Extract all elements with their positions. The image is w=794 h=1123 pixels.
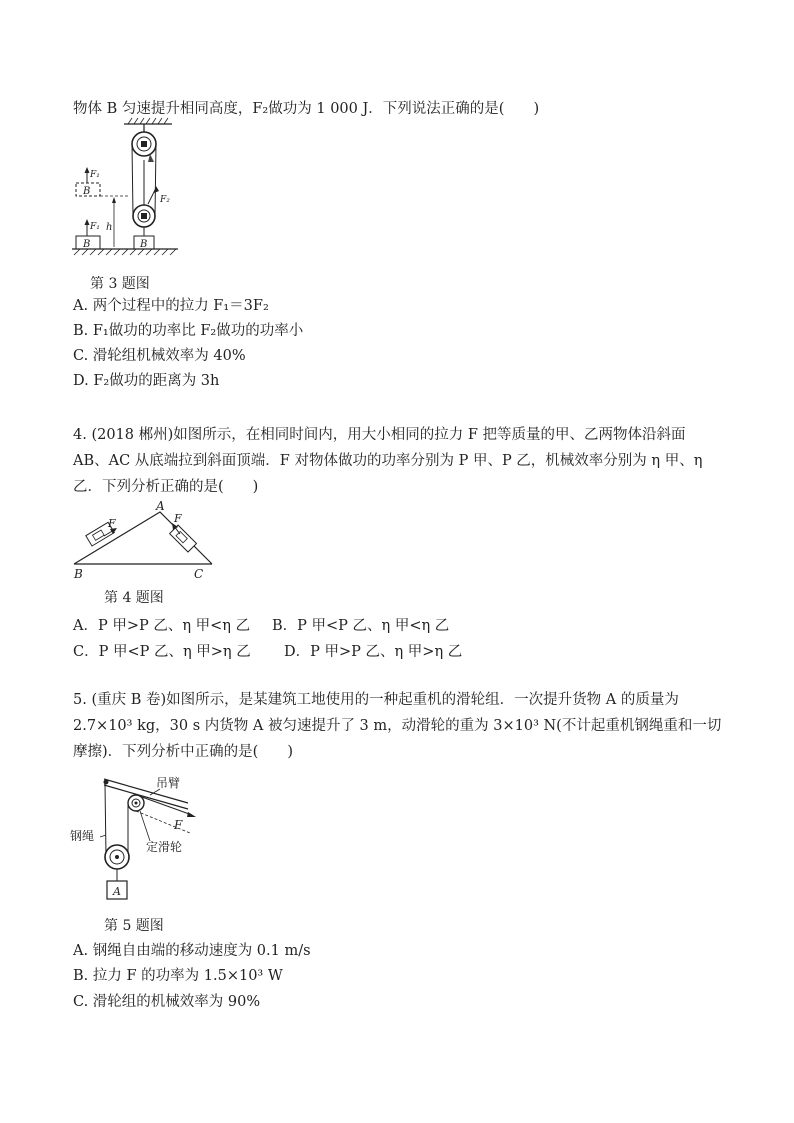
- q3-option-b: B. F₁做功的功率比 F₂做功的功率小: [73, 323, 304, 339]
- q4-fig-caption: 第 4 题图: [104, 590, 164, 606]
- q5-fixed-pulley-label: 定滑轮: [146, 840, 183, 854]
- q5-option-a: A. 钢绳自由端的移动速度为 0.1 m/s: [73, 943, 311, 959]
- q3-f2-label: F₂: [160, 195, 170, 205]
- q5-line1: 5. (重庆 B 卷)如图所示，是某建筑工地使用的一种起重机的滑轮组．一次提升货物 A 的质量为: [73, 692, 679, 708]
- q4-figure: [70, 500, 230, 590]
- q4-f-right-label: F: [174, 512, 182, 525]
- q4-line2: AB、AC 从底端拉到斜面顶端．F 对物体做功的功率分别为 P 甲、P 乙，机械效率分别为 η 甲、η: [73, 453, 703, 469]
- q4-option-b: B．P 甲<P 乙、η 甲<η 乙: [272, 618, 450, 634]
- q5-arm-label: 吊臂: [156, 776, 181, 790]
- q3-h-label: h: [106, 222, 113, 233]
- q5-figure: [70, 765, 210, 905]
- q4-f-left-label: F: [108, 517, 116, 530]
- q5-option-b: B. 拉力 F 的功率为 1.5×10³ W: [73, 968, 283, 984]
- q3-b-right-label: B: [140, 239, 148, 250]
- q5-fig-caption: 第 5 题图: [104, 918, 164, 934]
- q5-line3: 摩擦)．下列分析中正确的是( ): [73, 744, 293, 760]
- q4-c-label: C: [194, 567, 204, 581]
- q5-f-label: F: [174, 818, 183, 832]
- q4-b-label: B: [74, 567, 83, 581]
- q3-intro: 物体 B 匀速提升相同高度，F₂做功为 1 000 J．下列说法正确的是( ): [73, 101, 540, 117]
- q3-f1-bottom-label: F₁: [90, 222, 100, 232]
- q3-b-left-label: B: [83, 239, 91, 250]
- q4-line3: 乙．下列分析正确的是( ): [73, 479, 259, 495]
- q3-f1-top-label: F₁: [90, 170, 100, 180]
- q3-option-a: A. 两个过程中的拉力 F₁＝3F₂: [73, 298, 269, 314]
- q3-fig-caption: 第 3 题图: [90, 276, 150, 292]
- q4-a-label: A: [156, 499, 165, 513]
- q4-line1: 4. (2018 郴州)如图所示，在相同时间内，用大小相同的拉力 F 把等质量的甲、乙两物体沿斜面: [73, 427, 686, 443]
- q4-option-d: D．P 甲>P 乙、η 甲>η 乙: [284, 644, 463, 660]
- q3-b-dashed-label: B: [83, 186, 91, 197]
- q3-option-d: D. F₂做功的距离为 3h: [73, 373, 220, 389]
- q3-option-c: C. 滑轮组机械效率为 40%: [73, 348, 246, 364]
- q4-option-a: A．P 甲>P 乙、η 甲<η 乙: [73, 618, 251, 634]
- q5-rope-label: 钢绳: [70, 829, 95, 843]
- q5-a-label: A: [113, 885, 121, 898]
- q4-option-c: C．P 甲<P 乙、η 甲>η 乙: [73, 644, 251, 660]
- q5-line2: 2.7×10³ kg，30 s 内货物 A 被匀速提升了 3 m，动滑轮的重为 3×10³ N(不计起重机钢绳重和一切: [73, 718, 722, 734]
- q5-option-c: C. 滑轮组的机械效率为 90%: [73, 994, 261, 1010]
- q3-figure: [72, 118, 192, 278]
